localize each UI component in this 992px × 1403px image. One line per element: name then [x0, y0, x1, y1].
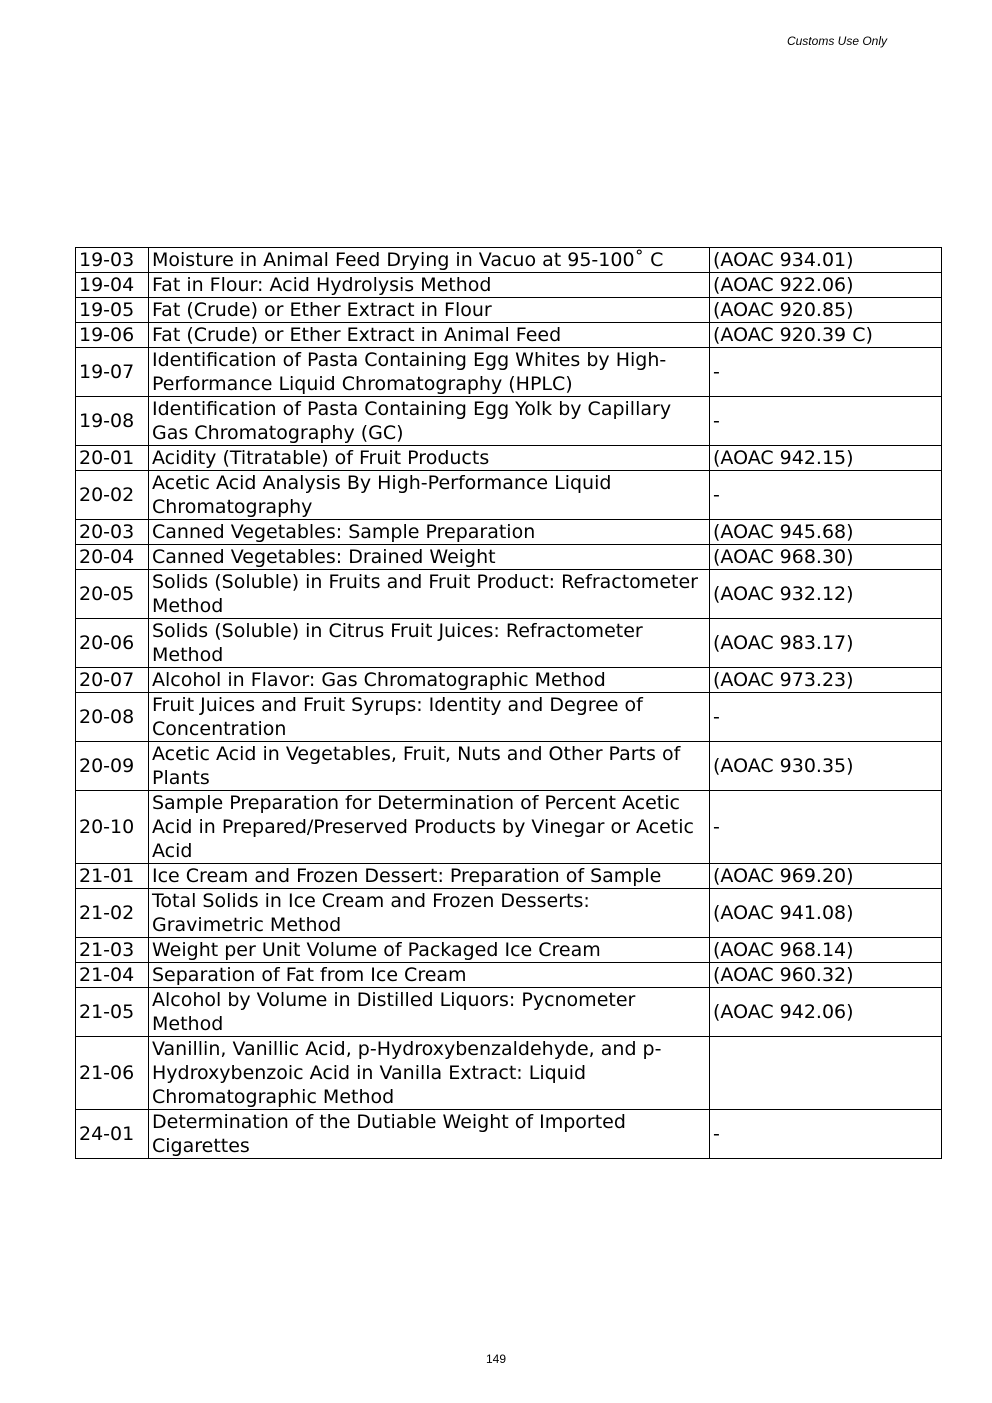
- method-title-cell: Alcohol by Volume in Distilled Liquors: Pycnometer Method: [149, 988, 710, 1037]
- method-title-cell: Acetic Acid Analysis By High-Performance Liquid Chromatography: [149, 471, 710, 520]
- aoac-reference-cell: -: [710, 693, 942, 742]
- method-title-cell: Total Solids in Ice Cream and Frozen Desserts: Gravimetric Method: [149, 889, 710, 938]
- table-row: [76, 273, 942, 298]
- table-row: [76, 1037, 942, 1110]
- table-row: [76, 693, 942, 742]
- methods-table: [75, 247, 942, 1159]
- header-customs-use-only: Customs Use Only: [786, 34, 887, 48]
- method-title-cell: Identification of Pasta Containing Egg Yolk by Capillary Gas Chromatography (GC): [149, 397, 710, 446]
- method-title-cell: Acetic Acid in Vegetables, Fruit, Nuts and Other Parts of Plants: [149, 742, 710, 791]
- method-title-cell: Acidity (Titratable) of Fruit Products: [149, 446, 710, 471]
- aoac-reference-cell: (AOAC 941.08): [710, 889, 942, 938]
- table-row: [76, 248, 942, 273]
- table-row: [76, 619, 942, 668]
- aoac-reference-cell: (AOAC 968.30): [710, 545, 942, 570]
- method-code-cell: 21-05: [76, 988, 149, 1037]
- aoac-reference-cell: (AOAC 942.06): [710, 988, 942, 1037]
- method-code-cell: 20-02: [76, 471, 149, 520]
- method-title-cell: Moisture in Animal Feed Drying in Vacuo at 95-100˚ C: [149, 248, 710, 273]
- table-row: [76, 938, 942, 963]
- aoac-reference-cell: (AOAC 942.15): [710, 446, 942, 471]
- aoac-reference-cell: (AOAC 973.23): [710, 668, 942, 693]
- method-code-cell: 21-03: [76, 938, 149, 963]
- method-code-cell: 21-02: [76, 889, 149, 938]
- method-code-cell: 21-01: [76, 864, 149, 889]
- table-row: [76, 348, 942, 397]
- method-code-cell: 20-03: [76, 520, 149, 545]
- method-code-cell: 21-04: [76, 963, 149, 988]
- method-title-cell: Separation of Fat from Ice Cream: [149, 963, 710, 988]
- table-row: [76, 889, 942, 938]
- table-row: [76, 471, 942, 520]
- method-code-cell: 19-06: [76, 323, 149, 348]
- table-row: [76, 397, 942, 446]
- method-title-cell: Determination of the Dutiable Weight of Imported Cigarettes: [149, 1110, 710, 1159]
- aoac-reference-cell: (AOAC 969.20): [710, 864, 942, 889]
- table-row: [76, 570, 942, 619]
- method-title-cell: Fat (Crude) or Ether Extract in Flour: [149, 298, 710, 323]
- aoac-reference-cell: (AOAC 922.06): [710, 273, 942, 298]
- aoac-reference-cell: -: [710, 1110, 942, 1159]
- method-code-cell: 19-07: [76, 348, 149, 397]
- method-code-cell: 20-06: [76, 619, 149, 668]
- method-code-cell: 20-10: [76, 791, 149, 864]
- method-code-cell: 20-09: [76, 742, 149, 791]
- page-number: 149: [485, 1352, 507, 1366]
- method-title-cell: Weight per Unit Volume of Packaged Ice Cream: [149, 938, 710, 963]
- method-title-cell: Fruit Juices and Fruit Syrups: Identity and Degree of Concentration: [149, 693, 710, 742]
- aoac-reference-cell: -: [710, 791, 942, 864]
- method-title-cell: Solids (Soluble) in Citrus Fruit Juices: Refractometer Method: [149, 619, 710, 668]
- table-row: [76, 988, 942, 1037]
- method-title-cell: Vanillin, Vanillic Acid, p-Hydroxybenzaldehyde, and p-Hydroxybenzoic Acid in Vanilla Extract: Liquid Chromatographic Method: [149, 1037, 710, 1110]
- method-title-cell: Canned Vegetables: Drained Weight: [149, 545, 710, 570]
- method-code-cell: 20-05: [76, 570, 149, 619]
- table-row: [76, 791, 942, 864]
- aoac-reference-cell: -: [710, 348, 942, 397]
- method-code-cell: 19-05: [76, 298, 149, 323]
- table-row: [76, 742, 942, 791]
- aoac-reference-cell: [710, 1037, 942, 1110]
- method-code-cell: 19-03: [76, 248, 149, 273]
- aoac-reference-cell: (AOAC 920.39 C): [710, 323, 942, 348]
- method-title-cell: Sample Preparation for Determination of Percent Acetic Acid in Prepared/Preserved Products by Vinegar or Acetic Acid: [149, 791, 710, 864]
- aoac-reference-cell: -: [710, 471, 942, 520]
- method-code-cell: 21-06: [76, 1037, 149, 1110]
- table-row: [76, 864, 942, 889]
- method-title-cell: Identification of Pasta Containing Egg Whites by High-Performance Liquid Chromatography (HPLC): [149, 348, 710, 397]
- table-row: [76, 963, 942, 988]
- method-code-cell: 20-01: [76, 446, 149, 471]
- aoac-reference-cell: (AOAC 960.32): [710, 963, 942, 988]
- table-row: [76, 298, 942, 323]
- table-row: [76, 520, 942, 545]
- aoac-reference-cell: (AOAC 934.01): [710, 248, 942, 273]
- method-title-cell: Alcohol in Flavor: Gas Chromatographic Method: [149, 668, 710, 693]
- method-title-cell: Ice Cream and Frozen Dessert: Preparation of Sample: [149, 864, 710, 889]
- table-row: [76, 668, 942, 693]
- methods-table-body: [76, 248, 942, 1159]
- method-code-cell: 24-01: [76, 1110, 149, 1159]
- method-code-cell: 20-04: [76, 545, 149, 570]
- aoac-reference-cell: (AOAC 968.14): [710, 938, 942, 963]
- table-row: [76, 545, 942, 570]
- table-row: [76, 446, 942, 471]
- aoac-reference-cell: (AOAC 983.17): [710, 619, 942, 668]
- method-code-cell: 19-08: [76, 397, 149, 446]
- method-code-cell: 20-08: [76, 693, 149, 742]
- aoac-reference-cell: (AOAC 920.85): [710, 298, 942, 323]
- method-title-cell: Fat (Crude) or Ether Extract in Animal Feed: [149, 323, 710, 348]
- method-code-cell: 19-04: [76, 273, 149, 298]
- aoac-reference-cell: (AOAC 930.35): [710, 742, 942, 791]
- method-code-cell: 20-07: [76, 668, 149, 693]
- method-title-cell: Fat in Flour: Acid Hydrolysis Method: [149, 273, 710, 298]
- method-title-cell: Solids (Soluble) in Fruits and Fruit Product: Refractometer Method: [149, 570, 710, 619]
- aoac-reference-cell: (AOAC 945.68): [710, 520, 942, 545]
- aoac-reference-cell: (AOAC 932.12): [710, 570, 942, 619]
- table-row: [76, 323, 942, 348]
- table-row: [76, 1110, 942, 1159]
- method-title-cell: Canned Vegetables: Sample Preparation: [149, 520, 710, 545]
- aoac-reference-cell: -: [710, 397, 942, 446]
